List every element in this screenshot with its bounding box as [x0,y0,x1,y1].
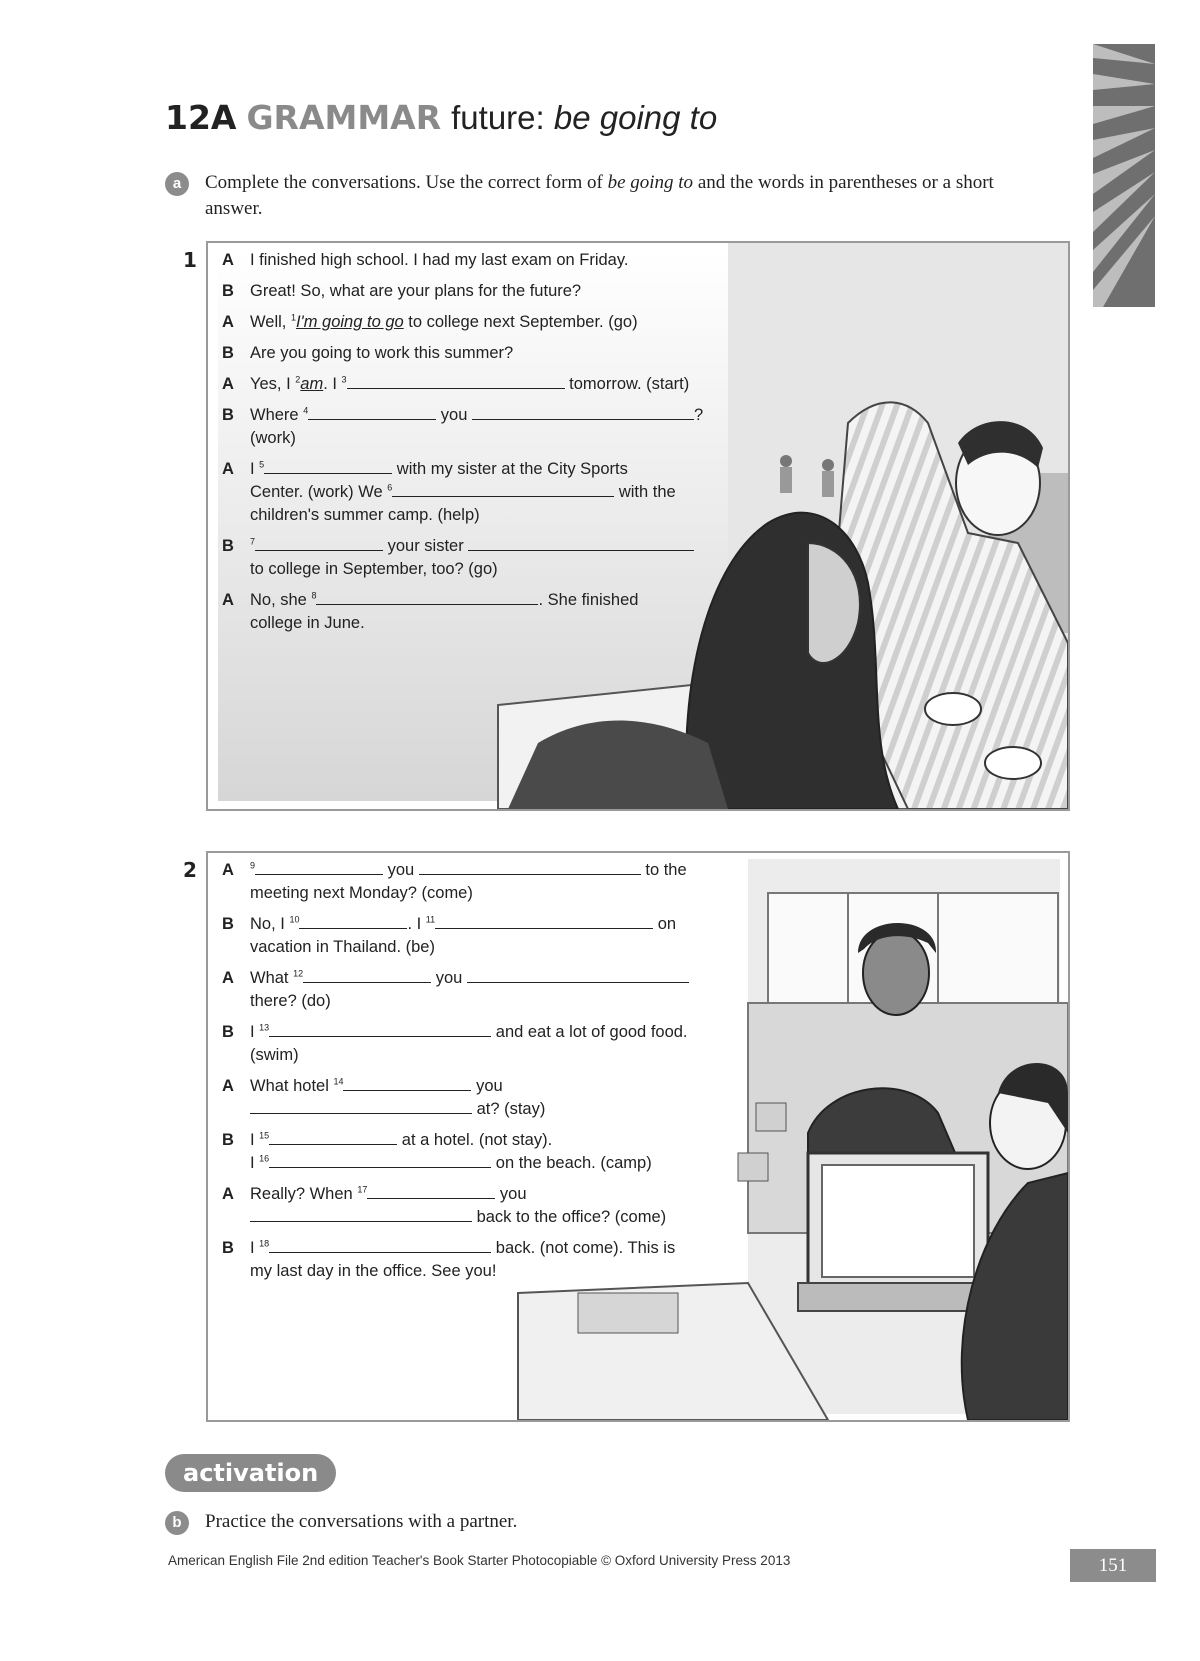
answer-blank[interactable] [303,967,431,983]
line-text: No, I [250,915,290,933]
line-text: (swim) [250,1046,299,1064]
answer-blank[interactable] [269,1237,491,1253]
dialogue-line [222,1129,942,1175]
line-text: Center. (work) We [250,483,388,501]
conversation-1-box [206,241,1070,811]
gap-number: 16 [259,1153,270,1164]
gap-number: 4 [303,405,309,416]
line-text: you [436,406,472,424]
line-text: Yes, I [250,375,296,393]
dialogue-line [222,913,942,959]
speaker-label: A [222,591,234,609]
answer-blank[interactable] [269,1021,491,1037]
line-text: What hotel [250,1077,334,1095]
line-text: I [250,1131,260,1149]
line-text: I [250,460,260,478]
answer-blank[interactable] [250,1098,472,1114]
answer-blank[interactable] [343,1075,471,1091]
answer-blank[interactable] [255,859,383,875]
conversation-2-number: 2 [183,858,197,882]
line-text: . I [407,915,426,933]
example-answer: I'm going to go [295,313,404,331]
dialogue-line [222,859,942,905]
line-text: children's summer camp. (help) [250,506,480,524]
line-text: on [653,915,677,933]
dialogue-line [222,404,942,450]
dialogue-line [222,458,942,527]
gap-number: 12 [293,968,304,979]
topic-emphasis: be going to [553,99,718,136]
line-text: with the [614,483,676,501]
answer-blank[interactable] [435,913,653,929]
line-text: I [250,1023,260,1041]
speaker-label: A [222,861,234,879]
copyright-footer: American English File 2nd edition Teacher's Book Starter Photocopiable © Oxford University Press 2013 [168,1553,791,1568]
line-text: you [431,969,467,987]
line-text: at a hotel. (not stay). [397,1131,553,1149]
line-text: Well, [250,313,291,331]
line-text: to the [640,861,687,879]
speaker-label: A [222,1077,234,1095]
line-text: I [250,1154,260,1172]
instruction-text-end: and the words in parentheses or a short answer. [205,172,994,219]
conversation-1-lines [222,249,942,643]
line-text: your sister [383,537,469,555]
answer-blank[interactable] [468,535,694,551]
dialogue-line [222,280,942,303]
answer-blank[interactable] [392,481,614,497]
speaker-label: B [222,1239,234,1257]
line-text: my last day in the office. See you! [250,1262,497,1280]
gap-number: 15 [259,1130,270,1141]
speaker-label: A [222,1185,234,1203]
dialogue-line [222,967,942,1013]
line-text: with my sister at the City Sports [392,460,628,478]
gap-number: 7 [250,536,256,547]
line-text: to college next September. (go) [403,313,638,331]
line-text: at? (stay) [472,1100,546,1118]
speaker-label: B [222,1131,234,1149]
line-text: ? [693,406,704,424]
corner-tab-decoration [1093,44,1155,307]
speaker-label: A [222,969,234,987]
dialogue-line [222,589,942,635]
dialogue-line [222,1237,942,1283]
gap-number: 5 [259,459,265,470]
line-text: vacation in Thailand. (be) [250,938,435,956]
exercise-a-instruction [205,170,1045,222]
gap-number: 1 [290,312,296,323]
section-label: GRAMMAR [246,98,442,137]
answer-blank[interactable] [269,1152,491,1168]
line-text: . I [323,375,342,393]
exercise-b-badge: b [165,1511,189,1535]
dialogue-line [222,535,942,581]
page-number: 151 [1070,1549,1156,1582]
instruction-text: Complete the conversations. Use the correct form of [205,172,608,193]
line-text: there? (do) [250,992,331,1010]
exercise-b-instruction: Practice the conversations with a partner. [205,1511,518,1532]
speaker-label: A [222,313,234,331]
answer-blank[interactable] [308,404,436,420]
speaker-label: B [222,1023,234,1041]
speaker-label: A [222,460,234,478]
gap-number: 18 [259,1238,270,1249]
unit-number: 12A [165,98,237,137]
speaker-label: B [222,406,234,424]
line-text: you [495,1185,527,1203]
line-text: college in June. [250,614,365,632]
line-text: No, she [250,591,312,609]
line-text: Are you going to work this summer? [250,344,514,362]
dialogue-line [222,311,942,334]
gap-number: 6 [387,482,393,493]
gap-number: 10 [289,914,300,925]
answer-blank[interactable] [250,1206,472,1222]
sunburst-stripes-graphic [1093,44,1155,307]
line-text: to college in September, too? (go) [250,560,498,578]
line-text: you [471,1077,503,1095]
gap-number: 3 [341,374,347,385]
line-text: you [383,861,419,879]
answer-blank[interactable] [467,967,689,983]
line-text: What [250,969,294,987]
line-text: Really? When [250,1185,358,1203]
line-text: back. (not come). This is [491,1239,676,1257]
speaker-label: B [222,282,234,300]
gap-number: 2 [295,374,301,385]
line-text: meeting next Monday? (come) [250,884,473,902]
speaker-label: A [222,251,234,269]
dialogue-line [222,342,942,365]
line-text: I finished high school. I had my last exam on Friday. [250,251,629,269]
answer-blank[interactable] [264,458,392,474]
line-text: back to the office? (come) [472,1208,667,1226]
dialogue-line [222,1075,942,1121]
line-text: Great! So, what are your plans for the future? [250,282,582,300]
answer-blank[interactable] [269,1129,397,1145]
speaker-label: B [222,537,234,555]
line-text: Where [250,406,304,424]
speaker-label: A [222,375,234,393]
dialogue-line [222,373,942,396]
line-text: on the beach. (camp) [491,1154,652,1172]
dialogue-line [222,249,942,272]
gap-number: 9 [250,860,256,871]
line-text: I [250,1239,260,1257]
example-answer: am [300,375,324,393]
activation-heading: activation [165,1454,336,1492]
conversation-1-number: 1 [183,248,197,272]
answer-blank[interactable] [299,913,407,929]
dialogue-line [222,1183,942,1229]
gap-number: 17 [357,1184,368,1195]
gap-number: 8 [311,590,317,601]
line-text: . She finished [538,591,639,609]
instruction-emphasis: be going to [607,172,694,193]
gap-number: 13 [259,1022,270,1033]
conversation-2-box [206,851,1070,1422]
line-text: (work) [250,429,296,447]
exercise-a-badge: a [165,172,189,196]
speaker-label: B [222,344,234,362]
answer-blank[interactable] [419,859,641,875]
line-text: and eat a lot of good food. [491,1023,688,1041]
answer-blank[interactable] [367,1183,495,1199]
answer-blank[interactable] [347,373,565,389]
gap-number: 14 [333,1076,344,1087]
answer-blank[interactable] [255,535,383,551]
dialogue-line [222,1021,942,1067]
topic-label: future: [451,99,554,136]
answer-blank[interactable] [316,589,538,605]
gap-number: 11 [425,914,436,925]
conversation-2-lines [222,859,942,1291]
page-title [165,98,717,137]
speaker-label: B [222,915,234,933]
answer-blank[interactable] [472,404,694,420]
line-text: tomorrow. (start) [564,375,690,393]
